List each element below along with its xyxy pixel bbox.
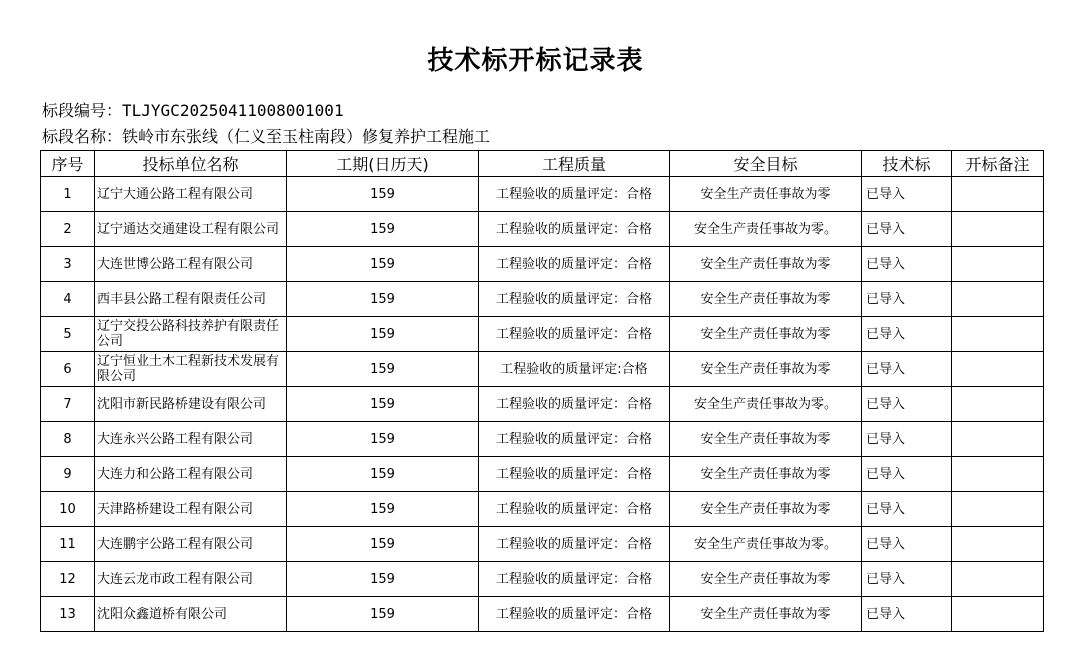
cell-duration: 159 [287,527,479,562]
table-row [41,352,1044,387]
cell-note [952,247,1044,282]
cell-bidder-name: 大连云龙市政工程有限公司 [95,562,287,597]
header-safety: 安全目标 [670,151,862,177]
table-row [41,212,1044,247]
cell-tech: 已导入 [862,282,952,317]
cell-duration: 159 [287,562,479,597]
cell-tech: 已导入 [862,422,952,457]
cell-quality: 工程验收的质量评定：合格 [479,492,670,527]
table-row [41,457,1044,492]
cell-note [952,317,1044,352]
table-row [41,422,1044,457]
cell-quality: 工程验收的质量评定：合格 [479,527,670,562]
cell-index: 7 [41,387,95,422]
cell-bidder-name: 辽宁交投公路科技养护有限责任公司 [95,317,287,352]
table-row [41,387,1044,422]
cell-safety: 安全生产责任事故为零。 [670,212,862,247]
cell-safety: 安全生产责任事故为零 [670,247,862,282]
header-tech: 技术标 [862,151,952,177]
cell-index: 2 [41,212,95,247]
cell-quality: 工程验收的质量评定：合格 [479,457,670,492]
cell-duration: 159 [287,317,479,352]
section-number-line [42,98,344,121]
cell-index: 9 [41,457,95,492]
cell-quality: 工程验收的质量评定：合格 [479,597,670,632]
cell-duration: 159 [287,212,479,247]
cell-index: 12 [41,562,95,597]
table-row [41,597,1044,632]
cell-index: 1 [41,177,95,212]
cell-bidder-name: 辽宁通达交通建设工程有限公司 [95,212,287,247]
cell-safety: 安全生产责任事故为零 [670,492,862,527]
cell-tech: 已导入 [862,527,952,562]
cell-index: 11 [41,527,95,562]
header-quality: 工程质量 [479,151,670,177]
cell-index: 10 [41,492,95,527]
cell-tech: 已导入 [862,387,952,422]
cell-safety: 安全生产责任事故为零 [670,282,862,317]
cell-note [952,527,1044,562]
cell-duration: 159 [287,492,479,527]
cell-duration: 159 [287,422,479,457]
cell-note [952,352,1044,387]
cell-bidder-name: 大连鹏宇公路工程有限公司 [95,527,287,562]
cell-tech: 已导入 [862,597,952,632]
header-index: 序号 [41,151,95,177]
cell-duration: 159 [287,457,479,492]
cell-safety: 安全生产责任事故为零 [670,352,862,387]
cell-note [952,422,1044,457]
section-number-label: 标段编号： [42,101,123,120]
header-bidder-name: 投标单位名称 [95,151,287,177]
cell-index: 4 [41,282,95,317]
table-row [41,317,1044,352]
table-row [41,527,1044,562]
cell-index: 8 [41,422,95,457]
cell-bidder-name: 沈阳市新民路桥建设有限公司 [95,387,287,422]
cell-quality: 工程验收的质量评定:合格 [479,352,670,387]
cell-duration: 159 [287,177,479,212]
cell-duration: 159 [287,597,479,632]
table-row [41,247,1044,282]
cell-safety: 安全生产责任事故为零 [670,422,862,457]
cell-note [952,597,1044,632]
cell-safety: 安全生产责任事故为零 [670,457,862,492]
cell-bidder-name: 大连力和公路工程有限公司 [95,457,287,492]
cell-tech: 已导入 [862,352,952,387]
header-note: 开标备注 [952,151,1044,177]
cell-quality: 工程验收的质量评定：合格 [479,177,670,212]
cell-safety: 安全生产责任事故为零。 [670,527,862,562]
header-duration: 工期(日历天) [287,151,479,177]
section-name-label: 标段名称： [42,127,123,146]
cell-note [952,562,1044,597]
section-name-line [42,124,490,147]
cell-note [952,282,1044,317]
cell-safety: 安全生产责任事故为零。 [670,387,862,422]
cell-note [952,212,1044,247]
cell-tech: 已导入 [862,177,952,212]
cell-tech: 已导入 [862,247,952,282]
table-row [41,562,1044,597]
cell-duration: 159 [287,352,479,387]
cell-safety: 安全生产责任事故为零 [670,317,862,352]
cell-quality: 工程验收的质量评定：合格 [479,387,670,422]
cell-quality: 工程验收的质量评定：合格 [479,317,670,352]
table-row [41,492,1044,527]
cell-tech: 已导入 [862,457,952,492]
cell-index: 13 [41,597,95,632]
cell-index: 5 [41,317,95,352]
cell-duration: 159 [287,247,479,282]
cell-tech: 已导入 [862,212,952,247]
cell-bidder-name: 大连世博公路工程有限公司 [95,247,287,282]
cell-bidder-name: 大连永兴公路工程有限公司 [95,422,287,457]
section-name-value: 铁岭市东张线（仁义至玉柱南段）修复养护工程施工 [122,127,491,146]
document-title: 技术标开标记录表 [427,46,644,76]
cell-quality: 工程验收的质量评定：合格 [479,422,670,457]
cell-note [952,492,1044,527]
cell-quality: 工程验收的质量评定：合格 [479,247,670,282]
bid-opening-table [40,150,1044,632]
cell-bidder-name: 西丰县公路工程有限责任公司 [95,282,287,317]
table-row [41,177,1044,212]
cell-quality: 工程验收的质量评定：合格 [479,562,670,597]
cell-note [952,177,1044,212]
table-row [41,282,1044,317]
cell-bidder-name: 沈阳众鑫道桥有限公司 [95,597,287,632]
cell-index: 6 [41,352,95,387]
cell-note [952,387,1044,422]
cell-bidder-name: 辽宁恒业土木工程新技术发展有限公司 [95,352,287,387]
cell-index: 3 [41,247,95,282]
cell-bidder-name: 天津路桥建设工程有限公司 [95,492,287,527]
cell-duration: 159 [287,387,479,422]
cell-safety: 安全生产责任事故为零 [670,597,862,632]
cell-tech: 已导入 [862,317,952,352]
table-header-row [41,151,1044,177]
cell-note [952,457,1044,492]
cell-quality: 工程验收的质量评定：合格 [479,212,670,247]
cell-duration: 159 [287,282,479,317]
cell-bidder-name: 辽宁大通公路工程有限公司 [95,177,287,212]
cell-tech: 已导入 [862,562,952,597]
cell-safety: 安全生产责任事故为零 [670,177,862,212]
cell-quality: 工程验收的质量评定：合格 [479,282,670,317]
cell-tech: 已导入 [862,492,952,527]
section-number-value: TLJYGC20250411008001001 [122,101,344,120]
cell-safety: 安全生产责任事故为零 [670,562,862,597]
